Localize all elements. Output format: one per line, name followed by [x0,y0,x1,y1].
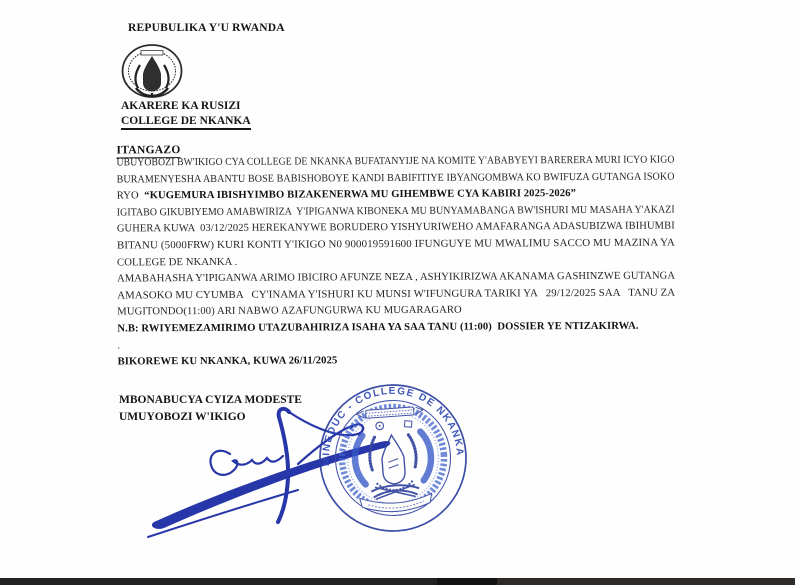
body-line: GUHERA KUWA 03/12/2025 HEREKANYWE BORUDERO YISHYURIWEHO AMAFARANGA ADASUBIZWA IBIHUMBI [116,220,675,235]
scan-edge [0,578,795,585]
body-line: BITANU (5000FRW) KURI KONTI Y'IKIGO N0 900019591600 IFUNGUYE MU MWALIMU SACCO MU MAZINA YA [116,237,675,252]
body-line: IGITABO GIKUBIYEMO AMABWIRIZA Y'IPIGANWA KIBONEKA MU BUNYAMABANGA BW'ISHURI MU MASAHA Y'AKAZI [116,204,675,219]
body-line: . [117,339,121,351]
rwanda-emblem-icon [120,42,184,100]
body-line: RYO “KUGEMURA IBISHYIMBO BIZAKENERWA MU GIHEMBWE CYA KABIRI 2025-2026” [116,188,577,202]
notice-title: ITANGAZO [116,144,181,157]
country-title: REPUBULIKA Y'U RWANDA [128,22,285,34]
date-place-line: BIKOREWE KU NKANKA, KUWA 26/11/2025 [117,355,338,368]
notice-body [116,138,675,374]
body-line: UBUYOBOZI BW'IKIGO CYA COLLEGE DE NKANKA BUFATANYIJE NA KOMITE Y'ABABYEYI BARERERA MURI ICYO KIGO [116,154,675,169]
scan-edge-segment [497,578,795,585]
scan-edge-segment [437,578,497,585]
district-title: AKARERE KA RUSIZI [121,100,241,112]
stamp-ring-text: MINEDUC - COLLEGE DE NKANKA [320,385,466,467]
letterhead [120,22,285,127]
body-line: BURAMENYESHA ABANTU BOSE BABISHOBOYE KANDI BABIFITIYE IBYANGOMBWA KO BWIFUZA GUTANGA ISOKO [116,171,675,186]
signer-name: MBONABUCYA CYIZA MODESTE [119,394,302,406]
nb-line: N.B: RWIYEMEZAMIRIMO UTAZUBAHIRIZA ISAHA YA SAA TANU (11:00) DOSSIER YE NTIZAKIRWA. [117,320,639,335]
school-name: COLLEGE DE NKANKA [121,115,251,130]
body-line: MUGITONDO(11:00) ARI NABWO AZAFUNGURWA KU MUGARAGARO [117,305,462,318]
body-line: AMASOKO MU CYUMBA CY'INAMA Y'ISHURI KU MUNSI W'IFUNGURA TARIKI YA 29/12/2025 SAA TANU ZA [117,287,676,302]
body-line: COLLEGE DE NKANKA . [117,256,238,269]
signer-title: UMUYOBOZI W'IKIGO [119,411,246,423]
school-stamp [313,378,473,538]
body-line: AMABAHASHA Y'IPIGANWA ARIMO IBICIRO AFUNZE NEZA , ASHYIKIRIZWA AKANAMA GASHINZWE GUTANGA [117,270,676,285]
